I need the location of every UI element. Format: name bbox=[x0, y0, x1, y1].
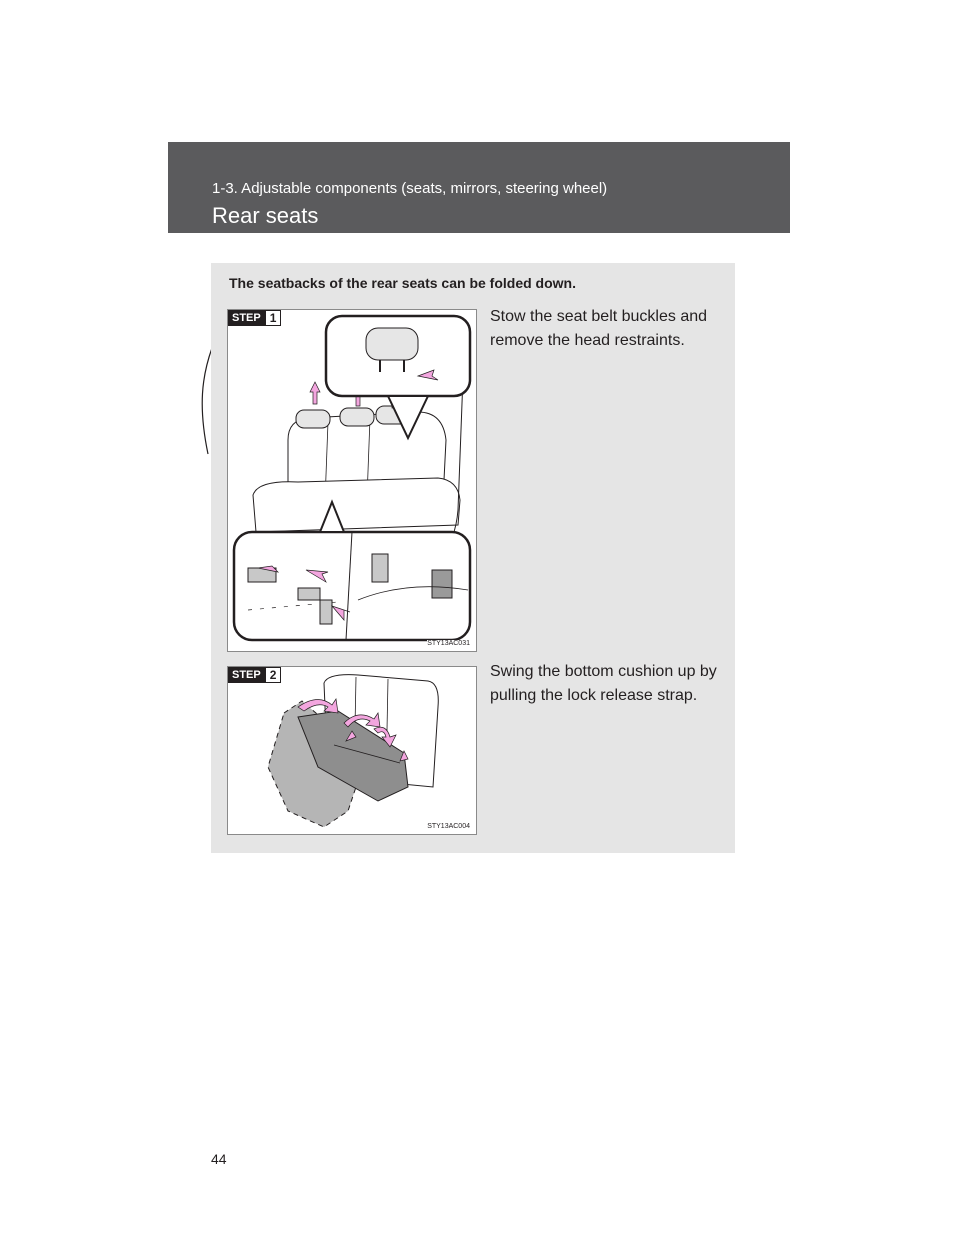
page-title: Rear seats bbox=[212, 203, 319, 228]
section-label: 1-3. Adjustable components (seats, mirrors, steering wheel) bbox=[212, 180, 608, 197]
step-2-badge-word: STEP bbox=[228, 667, 265, 683]
rear-seat-cushion-drawing bbox=[228, 667, 476, 834]
page-number: 44 bbox=[211, 1151, 227, 1167]
step-1-instruction: Stow the seat belt buckles and remove the head restraints. bbox=[490, 308, 708, 349]
step-1-illustration bbox=[227, 309, 477, 652]
intro-text: The seatbacks of the rear seats can be folded down. bbox=[229, 275, 576, 291]
step-1-badge-word: STEP bbox=[228, 310, 265, 326]
step-2-illustration bbox=[227, 666, 477, 835]
section-header bbox=[168, 142, 790, 233]
content-panel bbox=[211, 263, 735, 853]
figure-code: STY13AC031 bbox=[427, 640, 470, 647]
step-2-instruction: Swing the bottom cushion up by pulling the lock release strap. bbox=[490, 663, 717, 704]
step-2-badge bbox=[228, 667, 281, 683]
step-2-badge-number: 2 bbox=[265, 667, 282, 683]
step-1-badge-number: 1 bbox=[265, 310, 282, 326]
step-1-badge bbox=[228, 310, 281, 326]
figure-code: STY13AC004 bbox=[427, 823, 470, 830]
rear-seat-headrest-drawing bbox=[228, 310, 476, 651]
